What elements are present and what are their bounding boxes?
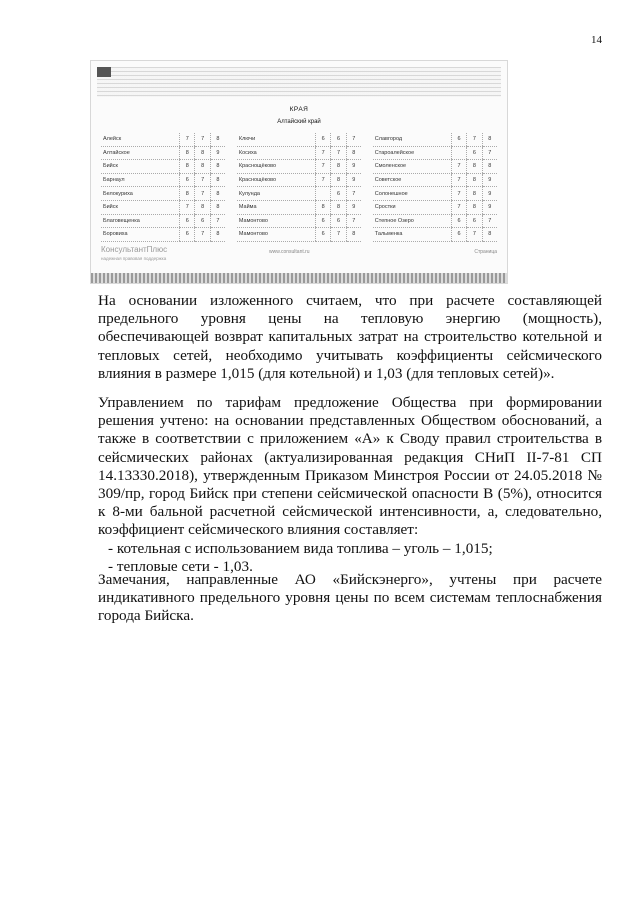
city-cell: Краснощёково [237, 173, 316, 187]
column-gap [361, 228, 373, 242]
intensity-cell: 6 [180, 214, 195, 228]
table-row [101, 200, 497, 214]
intensity-cell: 7 [195, 187, 210, 201]
city-cell: Славгород [373, 133, 452, 146]
city-cell: Ключи [237, 133, 316, 146]
intensity-cell: 8 [195, 160, 210, 174]
intensity-cell: 7 [315, 173, 330, 187]
table-row [101, 146, 497, 160]
city-cell: Советское [373, 173, 452, 187]
intensity-cell: 8 [180, 146, 195, 160]
column-gap [225, 133, 237, 146]
column-gap [225, 160, 237, 174]
intensity-cell: 8 [180, 187, 195, 201]
intensity-cell: 9 [482, 200, 497, 214]
intensity-cell: 8 [180, 160, 195, 174]
intensity-cell: 7 [195, 228, 210, 242]
scan-title: КРАЯ [289, 106, 309, 113]
city-cell: Староалейское [373, 146, 452, 160]
intensity-cell: 8 [210, 228, 225, 242]
intensity-cell: 8 [331, 200, 346, 214]
intensity-cell: 7 [451, 187, 466, 201]
intensity-cell: 7 [482, 214, 497, 228]
intensity-cell: 7 [346, 187, 361, 201]
intensity-cell: 8 [331, 173, 346, 187]
intensity-cell: 7 [346, 214, 361, 228]
paragraph-text: На основании изложенного считаем, что при расчете составляющей предельного уровня цены на тепловую энергию (мощность), обеспечивающей возврат капитальных затрат на строительство котельной и тепловых сетей, необходимо учитывать коэффициенты сейсмического влияния в размере 1,015 (для котельной) и 1,03 (для тепловых сетей)». [98, 292, 602, 382]
intensity-cell [451, 146, 466, 160]
intensity-cell: 6 [180, 173, 195, 187]
intensity-cell: 8 [331, 160, 346, 174]
intensity-cell: 7 [315, 146, 330, 160]
intensity-cell: 7 [331, 146, 346, 160]
table-row [101, 214, 497, 228]
intensity-cell: 8 [482, 133, 497, 146]
intensity-cell: 8 [195, 146, 210, 160]
paragraph-remarks [98, 571, 602, 626]
table-row [101, 187, 497, 201]
intensity-cell: 6 [451, 228, 466, 242]
intensity-cell: 6 [467, 214, 482, 228]
intensity-cell: 6 [315, 228, 330, 242]
scanned-table-image [90, 60, 508, 284]
intensity-cell: 6 [180, 228, 195, 242]
city-cell: Бийск [101, 200, 180, 214]
table-row [101, 133, 497, 146]
intensity-cell: 6 [315, 133, 330, 146]
intensity-cell: 7 [180, 133, 195, 146]
list-item-boiler: - котельная с использованием вида топлива – уголь – 1,015; [108, 539, 493, 557]
intensity-cell: 7 [467, 133, 482, 146]
intensity-cell: 9 [346, 173, 361, 187]
table-row [101, 160, 497, 174]
city-cell: Бийск [101, 160, 180, 174]
intensity-cell: 7 [180, 200, 195, 214]
intensity-cell: 7 [210, 214, 225, 228]
paragraph-decision [98, 394, 602, 576]
intensity-cell: 6 [315, 214, 330, 228]
intensity-cell: 8 [346, 146, 361, 160]
paragraph-conclusion [98, 292, 602, 383]
intensity-cell: 6 [331, 187, 346, 201]
column-gap [225, 200, 237, 214]
intensity-cell: 8 [210, 173, 225, 187]
column-gap [225, 173, 237, 187]
intensity-cell: 7 [195, 173, 210, 187]
scan-subtitle: Алтайский край [277, 119, 321, 125]
city-cell: Краснощёково [237, 160, 316, 174]
intensity-cell: 8 [195, 200, 210, 214]
intensity-cell: 6 [451, 214, 466, 228]
intensity-cell: 8 [467, 187, 482, 201]
column-gap [225, 146, 237, 160]
intensity-cell: 9 [346, 200, 361, 214]
intensity-cell: 8 [467, 173, 482, 187]
table-row [101, 228, 497, 242]
city-cell: Алтайское [101, 146, 180, 160]
city-cell: Тальменка [373, 228, 452, 242]
intensity-cell: 8 [210, 200, 225, 214]
intensity-cell: 7 [482, 146, 497, 160]
city-cell: Мамонтово [237, 214, 316, 228]
column-gap [361, 214, 373, 228]
intensity-cell: 8 [210, 133, 225, 146]
intensity-cell: 8 [482, 160, 497, 174]
column-gap [225, 228, 237, 242]
paragraph-text: Замечания, направленные АО «Бийскэнерго», учтены при расчете индикативного предельного уровня цены по всем системам теплоснабжения города Бийска. [98, 571, 602, 625]
city-cell: Барнаул [101, 173, 180, 187]
intensity-cell: 7 [451, 200, 466, 214]
city-cell: Кулунда [237, 187, 316, 201]
consultant-logo-icon [97, 67, 111, 77]
intensity-cell: 6 [331, 214, 346, 228]
intensity-cell: 8 [210, 160, 225, 174]
footer-link: www.consultant.ru [269, 249, 310, 255]
intensity-cell: 6 [467, 146, 482, 160]
intensity-cell: 7 [346, 133, 361, 146]
city-cell: Солонешное [373, 187, 452, 201]
intensity-cell: 9 [482, 187, 497, 201]
column-gap [225, 187, 237, 201]
intensity-cell: 8 [467, 160, 482, 174]
intensity-cell [315, 187, 330, 201]
intensity-cell: 7 [451, 173, 466, 187]
column-gap [361, 133, 373, 146]
page-number: 14 [591, 34, 602, 46]
city-cell: Сростки [373, 200, 452, 214]
intensity-cell: 9 [346, 160, 361, 174]
intensity-cell: 7 [467, 228, 482, 242]
intensity-cell: 7 [195, 133, 210, 146]
intensity-cell: 9 [482, 173, 497, 187]
intensity-cell: 8 [210, 187, 225, 201]
city-cell: Благовещенка [101, 214, 180, 228]
city-cell: Смоленское [373, 160, 452, 174]
intensity-cell: 6 [451, 133, 466, 146]
city-cell: Мамонтово [237, 228, 316, 242]
intensity-cell: 7 [331, 228, 346, 242]
city-cell: Степное Озеро [373, 214, 452, 228]
city-cell: Майма [237, 200, 316, 214]
table-row [101, 173, 497, 187]
list-item-networks: - тепловые сети - 1,03. [108, 557, 253, 575]
footer-brand-sub: надежная правовая поддержка [101, 256, 167, 261]
intensity-cell: 8 [482, 228, 497, 242]
intensity-cell: 8 [467, 200, 482, 214]
column-gap [361, 160, 373, 174]
scan-bottom-noise [91, 273, 507, 283]
city-cell: Боровиха [101, 228, 180, 242]
column-gap [361, 146, 373, 160]
intensity-cell: 7 [451, 160, 466, 174]
intensity-cell: 8 [315, 200, 330, 214]
seismic-table [101, 133, 497, 242]
intensity-cell: 8 [346, 228, 361, 242]
city-cell: Белокуриха [101, 187, 180, 201]
intensity-cell: 6 [195, 214, 210, 228]
column-gap [225, 214, 237, 228]
column-gap [361, 200, 373, 214]
footer-page-label: Страница [474, 249, 497, 255]
scan-header-noise [97, 67, 501, 97]
intensity-cell: 7 [315, 160, 330, 174]
scan-footer [101, 245, 497, 265]
intensity-cell: 6 [331, 133, 346, 146]
footer-brand: КонсультантПлюс [101, 245, 168, 254]
city-cell: Косиха [237, 146, 316, 160]
column-gap [361, 187, 373, 201]
column-gap [361, 173, 373, 187]
intensity-cell: 9 [210, 146, 225, 160]
paragraph-text: Управлением по тарифам предложение Общества при формировании решения учтено: на основании представленных Обществом обоснований, а также в соответствии с приложением «А» к Своду правил строительства в сейсмических районах (актуализированная редакция СНиП II-7-81 СП 14.13330.2018), утвержденным Приказом Минстроя России от 24.05.2018 № 309/пр, город Бийск при степени сейсмической опасности В (5%), относится к 8-ми бальной расчетной сейсмической интенсивности, а, следовательно, коэффициент сейсмического влияния составляет: [98, 394, 602, 539]
city-cell: Алейск [101, 133, 180, 146]
